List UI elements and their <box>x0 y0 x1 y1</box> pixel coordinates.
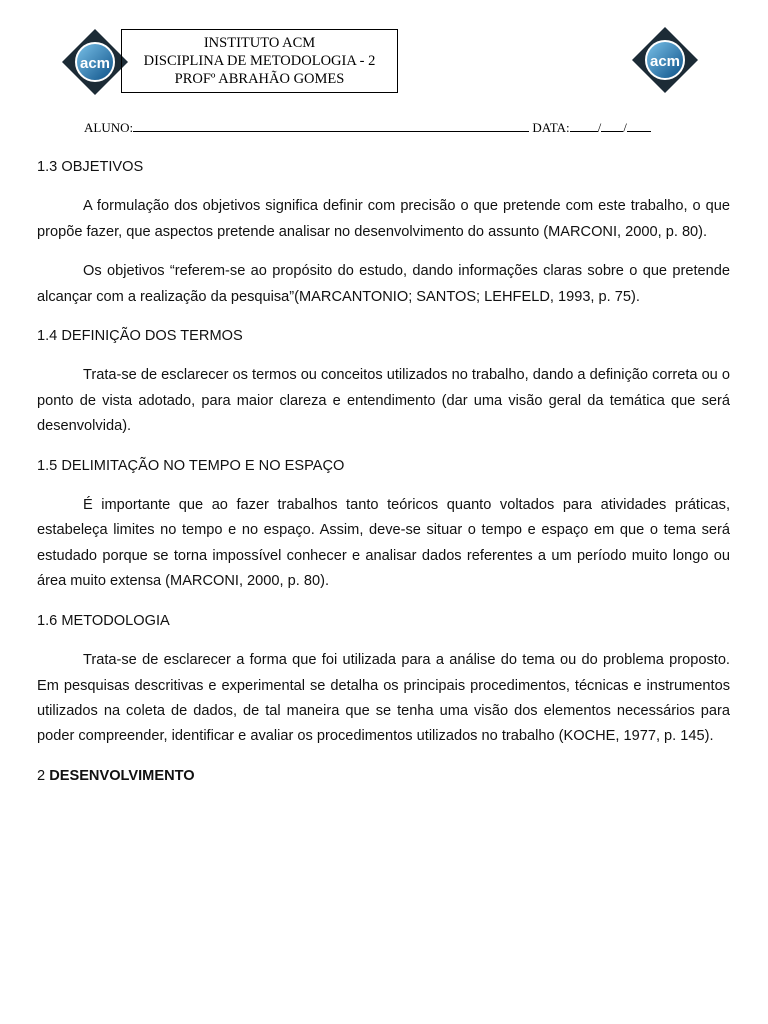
paragraph-definicao-termos: Trata-se de esclarecer os termos ou conceitos utilizados no trabalho, dando a definição correta ou o ponto de vista adotado, para maior clareza e entendimento (dar uma visão geral da temática que será desenvolvida). <box>37 367 730 435</box>
date-year-field[interactable] <box>627 120 651 132</box>
heading-desenvolvimento-number: 2 <box>37 767 46 784</box>
logo-text-left: acm <box>79 55 111 72</box>
institution-title-box <box>121 29 398 93</box>
heading-definicao-termos: 1.4 DEFINIÇÃO DOS TERMOS <box>37 328 243 345</box>
document-body <box>37 155 730 803</box>
heading-metodologia: 1.6 METODOLOGIA <box>37 612 170 629</box>
institution-name: INSTITUTO ACM <box>203 35 316 51</box>
discipline-name: DISCIPLINA DE METODOLOGIA - 2 <box>143 53 376 69</box>
heading-desenvolvimento-title: DESENVOLVIMENTO <box>49 767 195 784</box>
data-label: DATA: <box>532 120 570 135</box>
logo-text-right: acm <box>649 53 681 70</box>
date-slash-2: / <box>623 120 627 135</box>
acm-logo-left <box>60 27 130 97</box>
document-header <box>0 0 768 110</box>
paragraph-objetivos-1: A formulação dos objetivos significa definir com precisão o que pretende com este trabalho, o que propõe fazer, que aspectos pretende analisar no desenvolvimento do assunto (MARCONI, 2000, p. 80). <box>37 198 730 240</box>
heading-desenvolvimento <box>37 764 730 789</box>
paragraph-delimitacao: É importante que ao fazer trabalhos tanto teóricos quanto voltados para atividades práticas, estabeleça limites no tempo e no espaço. Assim, deve-se situar o tempo e espaço em que o tema será estudado porque se torna impossível conhecer e analisar dados referentes a um período muito longo ou área muito extensa (MARCONI, 2000, p. 80). <box>37 497 730 590</box>
heading-objetivos: 1.3 OBJETIVOS <box>37 159 144 175</box>
student-info-line <box>84 120 650 136</box>
date-day-field[interactable] <box>570 120 598 132</box>
date-month-field[interactable] <box>601 120 623 132</box>
aluno-label: ALUNO: <box>84 120 134 135</box>
acm-logo-right <box>630 25 700 95</box>
paragraph-metodologia: Trata-se de esclarecer a forma que foi utilizada para a análise do tema ou do problema proposto. Em pesquisas descritivas e experimental se detalha os principais procedimentos, técnicas e instrumentos utilizados na coleta de dados, de tal maneira que se tenha uma visão dos elementos necessários para poder compreender, identificar e avaliar os procedimentos utilizados no trabalho (KOCHE, 1977, p. 145). <box>37 652 730 745</box>
aluno-name-field[interactable] <box>133 120 529 132</box>
paragraph-objetivos-2: Os objetivos “referem-se ao propósito do estudo, dando informações claras sobre o que pretende alcançar com a realização da pesquisa”(MARCANTONIO; SANTOS; LEHFELD, 1993, p. 75). <box>37 263 730 305</box>
professor-name: PROFº ABRAHÃO GOMES <box>174 71 345 87</box>
date-slash-1: / <box>597 120 602 135</box>
heading-delimitacao: 1.5 DELIMITAÇÃO NO TEMPO E NO ESPAÇO <box>37 457 345 474</box>
